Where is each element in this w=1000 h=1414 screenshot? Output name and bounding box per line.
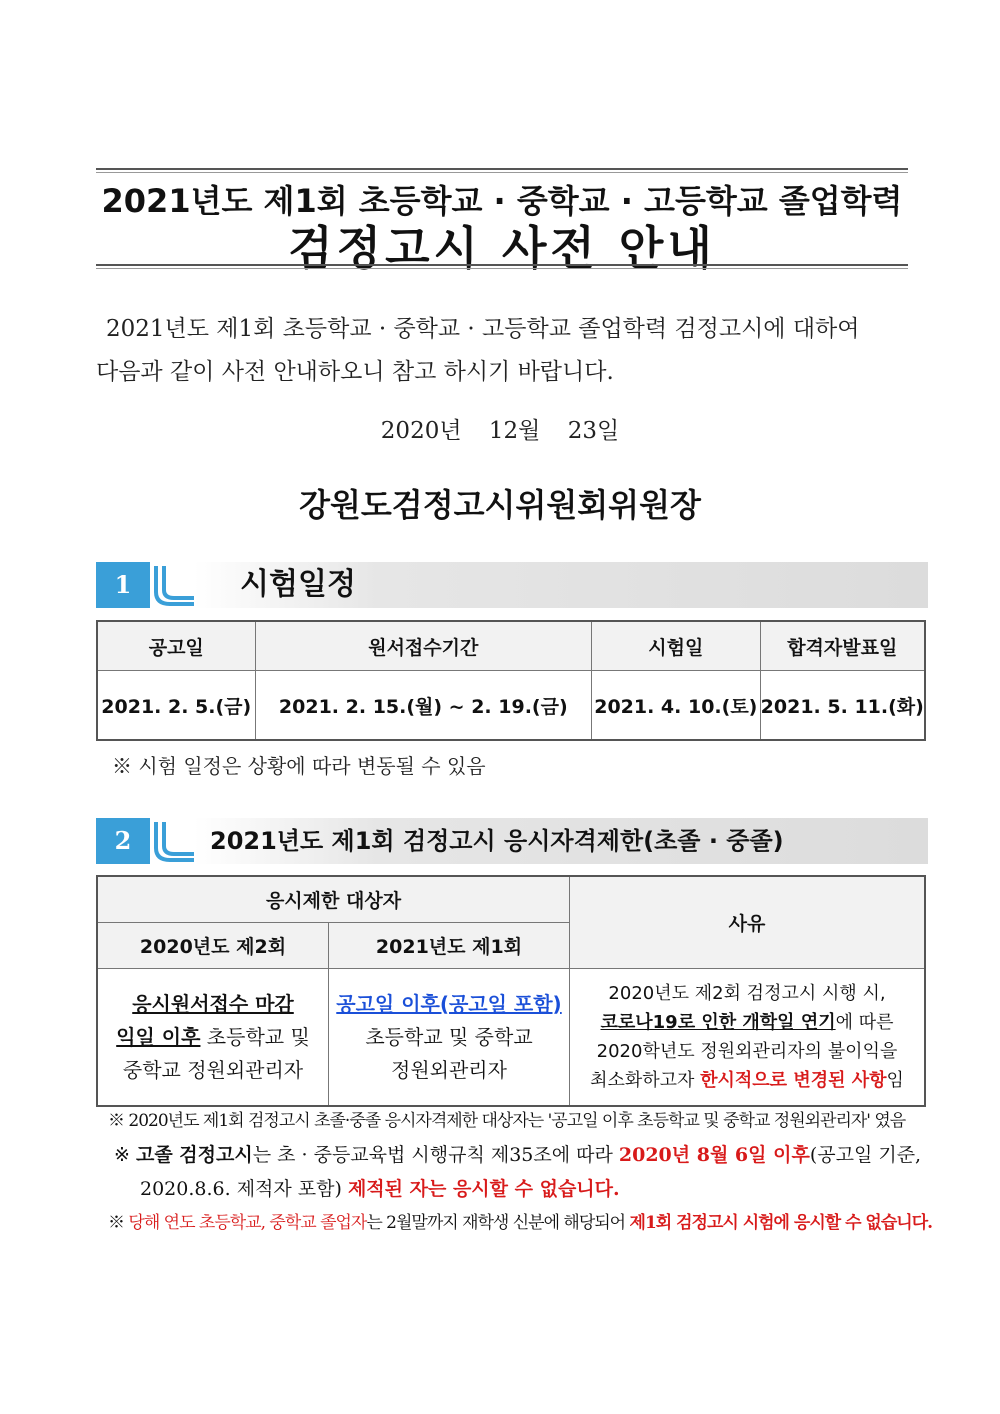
section-1-header: [96, 562, 928, 608]
col3-text-2: 에 따른: [835, 1012, 894, 1033]
cell-announce-date: 2021. 2. 5.(금): [97, 671, 255, 741]
section-2-header: [96, 818, 928, 864]
date-day: 23일: [567, 418, 620, 444]
date-month: 12월: [488, 418, 541, 444]
section-1-number: 1: [96, 562, 150, 608]
cell-exam-date: 2021. 4. 10.(토): [592, 671, 760, 741]
col2-text-2: 정원외관리자: [391, 1057, 507, 1082]
exam-schedule-table: [96, 620, 926, 741]
header-announce-date: 공고일: [97, 621, 255, 671]
col3-text-3: 2020학년도 정원외관리자의 불이익을: [596, 1041, 898, 1062]
note-2-mark: ※: [114, 1144, 136, 1166]
cell-2021-1st-target: [329, 969, 570, 1107]
note-2: [108, 1138, 922, 1172]
schedule-note: ※ 시험 일정은 상황에 따라 변동될 수 있음: [112, 754, 486, 778]
col1-underline-2: 익일 이후: [116, 1024, 201, 1049]
header-result-date: 합격자발표일: [760, 621, 925, 671]
table-row: [97, 969, 925, 1107]
title-rule-top: [96, 168, 908, 173]
cell-reason: [570, 969, 926, 1107]
col1-text-2: 중학교 정원외관리자: [122, 1057, 304, 1082]
note-3-text-1: 는 2월말까지 재학생 신분에 해당되어: [366, 1213, 630, 1233]
note-2-red-2: 제적된 자는 응시할 수 없습니다.: [347, 1178, 620, 1200]
issuer-name: 강원도검정고시위원회위원장: [299, 486, 701, 524]
title-line-1: 2021년도 제1회 초등학교 · 중학교 · 고등학교 졸업학력: [101, 182, 903, 220]
col3-red-1: 한시적으로 변경된 사항: [700, 1070, 887, 1091]
note-2-text-2: (공고일 기준,: [809, 1144, 922, 1166]
table-row: [97, 671, 925, 741]
cell-application-period: 2021. 2. 15.(월) ~ 2. 19.(금): [255, 671, 592, 741]
section-2-title: 2021년도 제1회 검정고시 응시자격제한(초졸 · 중졸): [210, 827, 784, 855]
col3-text-1: 2020년도 제2회 검정고시 시행 시,: [608, 983, 886, 1004]
announcement-date: [0, 412, 1000, 445]
intro-line-1: 2021년도 제1회 초등학교 · 중학교 · 고등학교 졸업학력 검정고시에 대하여: [106, 316, 860, 342]
col3-text-5: 임: [886, 1070, 904, 1091]
header-application-period: 원서접수기간: [255, 621, 592, 671]
col3-underline-1: 코로나19로 인한 개학일 연기: [600, 1012, 836, 1033]
note-2-cont: [108, 1172, 908, 1206]
section-2-number: 2: [96, 818, 150, 864]
table-header-row: [97, 876, 925, 923]
note-3-mark: ※: [108, 1213, 129, 1233]
col1-text-1: 초등학교 및: [200, 1024, 310, 1049]
intro-line-2: 다음과 같이 사전 안내하오니 참고 하시기 바랍니다.: [96, 359, 614, 385]
intro-paragraph: [96, 308, 908, 394]
eligibility-table: [96, 875, 926, 1107]
note-2-text-1: 는 초 · 중등교육법 시행규칙 제35조에 따라: [252, 1144, 619, 1166]
section-1-title: 시험일정: [240, 567, 356, 602]
note-2-red-1: 2020년 8월 6일 이후: [618, 1144, 810, 1166]
document-title: [96, 168, 908, 275]
title-line-2: 검정고시 사전 안내: [288, 221, 716, 275]
date-year: 2020년: [380, 418, 462, 444]
note-3: [108, 1206, 933, 1240]
col2-text-1: 초등학교 및 중학교: [365, 1024, 533, 1049]
col1-underline-1: 응시원서접수 마감: [132, 991, 294, 1016]
note-2-text-3: 2020.8.6. 제적자 포함): [140, 1178, 348, 1200]
section-bars-icon: [150, 562, 194, 608]
cell-result-date: 2021. 5. 11.(화): [760, 671, 925, 741]
note-3-red-1: 당해 연도 초등학교, 중학교 졸업자: [128, 1213, 367, 1233]
note-1: ※ 2020년도 제1회 검정고시 초졸·중졸 응시자격제한 대상자는 '공고일 이후 초등학교 및 중학교 정원외관리자' 였음: [108, 1111, 906, 1131]
title-rule-bottom: [96, 264, 908, 269]
table-header-row: [97, 621, 925, 671]
section-bars-icon: [150, 818, 194, 864]
subheader-2021-1st: 2021년도 제1회: [329, 923, 570, 969]
header-restricted-target: 응시제한 대상자: [97, 876, 570, 923]
note-3-red-2: 제1회 검정고시 시험에 응시할 수 없습니다.: [629, 1213, 933, 1233]
footer-notes: [108, 1104, 933, 1240]
col2-underline-1: 공고일 이후(공고일 포함): [336, 991, 562, 1016]
subheader-2020-2nd: 2020년도 제2회: [97, 923, 329, 969]
cell-2020-2nd-target: [97, 969, 329, 1107]
header-reason: 사유: [570, 876, 926, 969]
col3-text-4: 최소화하고자: [590, 1070, 701, 1091]
header-exam-date: 시험일: [592, 621, 760, 671]
note-2-bold: 고졸 검정고시: [135, 1144, 253, 1166]
